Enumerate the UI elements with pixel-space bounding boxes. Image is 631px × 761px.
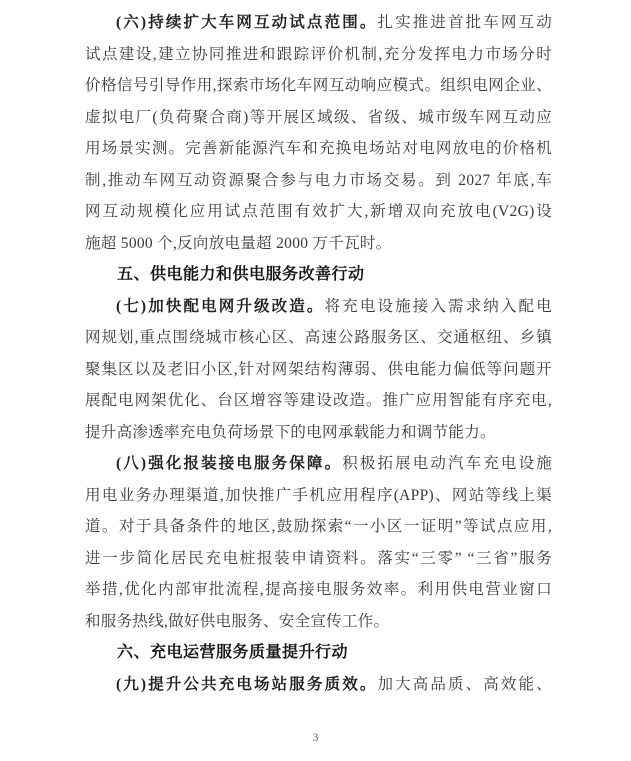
text-line: [85, 417, 552, 449]
text-line: [85, 448, 552, 480]
paragraph-text: 展配电网架优化、台区增容等建设改造。推广应用智能有序充电,: [85, 392, 552, 409]
paragraph-text: 将充电设施接入需求纳入配电: [324, 297, 552, 315]
document-body: [85, 7, 552, 700]
paragraph-text: 制,推动车网互动资源聚合参与电力市场交易。到 2027 年底,车: [85, 171, 552, 189]
text-line: [85, 574, 552, 606]
paragraph-lead-bold: (七)加快配电网升级改造。: [116, 297, 325, 315]
text-line: [85, 70, 552, 102]
text-line: [85, 196, 552, 228]
paragraph-text: 道。对于具备条件的地区,鼓励探索“一小区一证明”等试点应用,: [85, 518, 552, 535]
text-line: [85, 480, 552, 512]
paragraph-text: 试点建设,建立协同推进和跟踪评价机制,充分发挥电力市场分时: [85, 45, 552, 63]
paragraph-text: 扎实推进首批车网互动: [377, 14, 552, 31]
paragraph-lead-bold: (八)强化报装接电服务保障。: [116, 455, 343, 472]
paragraph-text: 网互动规模化应用试点范围有效扩大,新增双向充放电(V2G)设: [85, 203, 552, 220]
text-line: [85, 354, 552, 386]
paragraph-text: 聚集区以及老旧小区,针对网架结构薄弱、供电能力偏低等问题开: [85, 360, 552, 378]
paragraph-text: 提升高渗透率充电负荷场景下的电网承载能力和调节能力。: [85, 423, 496, 441]
paragraph-text: 网规划,重点围绕城市核心区、高速公路服务区、交通枢纽、乡镇: [85, 329, 552, 346]
text-line: [85, 165, 552, 197]
paragraph-text: 虚拟电厂(负荷聚合商)等开展区域级、省级、城市级车网互动应: [85, 108, 552, 126]
section-heading: 五、供电能力和供电服务改善行动: [117, 266, 365, 283]
paragraph-text: 价格信号引导作用,探索市场化车网互动响应模式。组织电网企业、: [85, 77, 552, 94]
paragraph-lead-bold: (六)持续扩大车网互动试点范围。: [116, 14, 378, 31]
text-line: [85, 133, 552, 165]
text-line: [85, 669, 552, 701]
text-line: [85, 39, 552, 71]
paragraph-text: 和服务热线,做好供电服务、安全宣传工作。: [85, 612, 390, 630]
text-line: [85, 543, 552, 575]
paragraph-text: 用场景实测。完善新能源汽车和充换电场站对电网放电的价格机: [85, 140, 552, 157]
paragraph-text: 进一步简化居民充电桩报装申请资料。落实“三零” “三省”服务: [85, 549, 552, 567]
text-line: [85, 291, 552, 323]
paragraph-text: 用电业务办理渠道,加快推广手机应用程序(APP)、网站等线上渠: [85, 486, 552, 504]
text-line: [85, 322, 552, 354]
page-number: 3: [312, 730, 319, 744]
paragraph-text: 加大高品质、高效能、: [377, 675, 552, 693]
text-line: [85, 102, 552, 134]
paragraph-text: 举措,优化内部审批流程,提高接电服务效率。利用供电营业窗口: [85, 581, 552, 598]
text-line: [85, 511, 552, 543]
text-line: [85, 385, 552, 417]
text-line: [85, 606, 552, 638]
section-heading: 六、充电运营服务质量提升行动: [117, 644, 349, 661]
paragraph-lead-bold: (九)提升公共充电场站服务质效。: [116, 675, 378, 693]
text-line: [85, 7, 552, 39]
paragraph-text: 施超 5000 个,反向放电量超 2000 万千瓦时。: [85, 234, 392, 252]
text-line: [85, 228, 552, 260]
paragraph-text: 积极拓展电动汽车充电设施: [342, 455, 552, 472]
